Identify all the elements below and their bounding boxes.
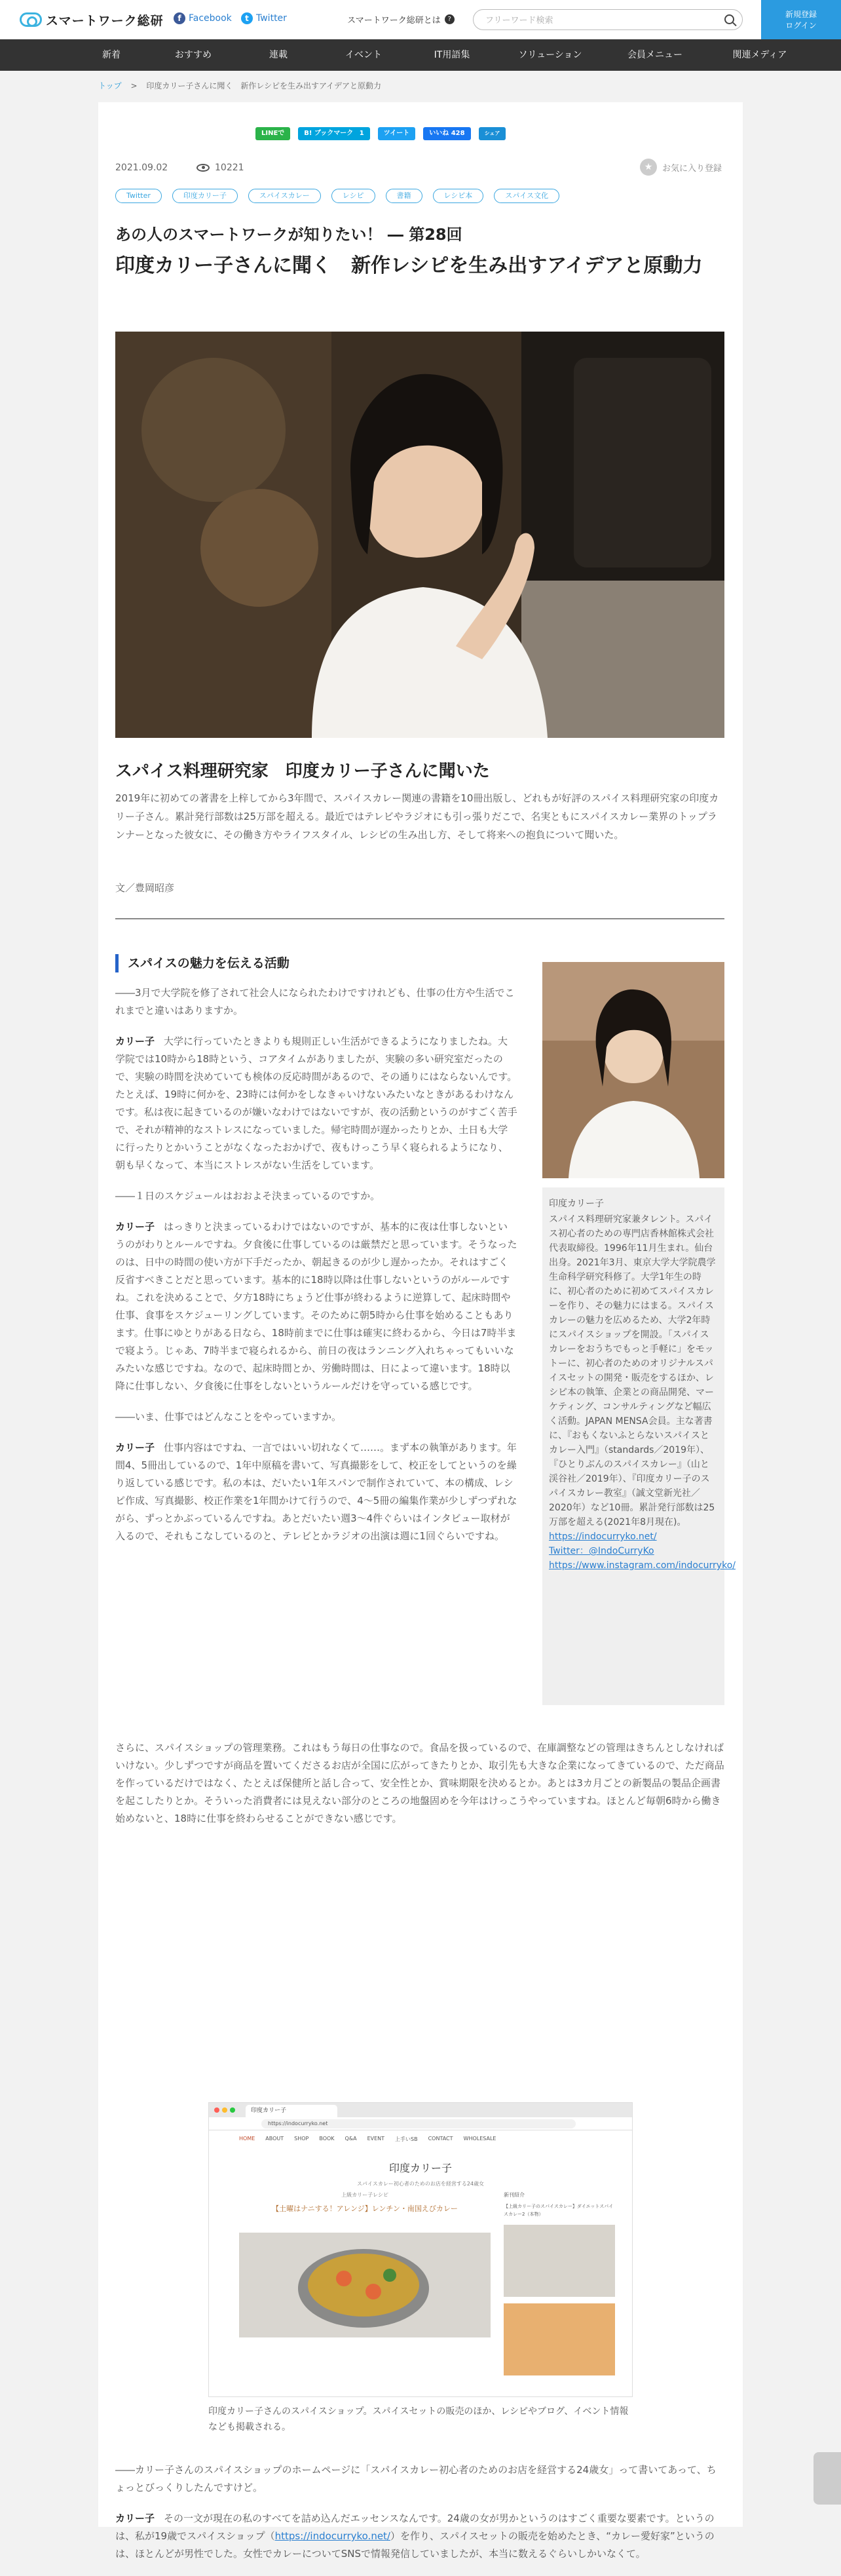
breadcrumb <box>98 80 381 91</box>
about-link[interactable] <box>347 13 455 26</box>
about-label: スマートワーク総研とは <box>347 16 441 26</box>
profile-illustration <box>542 962 724 1178</box>
answer <box>115 1033 517 1174</box>
answer-text: その一文が現在の私のすべてを詰め込んだエッセンスなんです。24歳の女が男かというのはすごく重要な要素です。というのは、私が19歳でスパイスショップ（ <box>115 2512 715 2542</box>
shop-menu-item: Q&A <box>345 2136 357 2142</box>
login-label: ログイン <box>785 21 817 30</box>
favorite-label: お気に入り登録 <box>662 163 722 174</box>
nav-item-recommended[interactable]: おすすめ <box>174 50 212 60</box>
minimize-dot-icon <box>222 2107 227 2113</box>
line-share-button[interactable]: LINEで <box>255 127 290 140</box>
profile-twitter-link[interactable]: Twitter：@IndoCurryKo <box>549 1546 654 1556</box>
twitter-link[interactable] <box>241 12 287 24</box>
search-icon[interactable] <box>724 14 734 24</box>
curry-photo <box>239 2233 491 2337</box>
article <box>98 102 743 2560</box>
answer <box>115 1218 517 1395</box>
article-body <box>115 954 517 1558</box>
logo-text: スマートワーク総研 <box>46 13 164 28</box>
speaker-label: カリー子 <box>115 2512 155 2524</box>
facebook-label: Facebook <box>189 13 232 24</box>
hatena-bookmark-button[interactable] <box>298 127 369 140</box>
share-bar <box>255 127 514 140</box>
shop-side-label: 新刊紹介 <box>504 2192 525 2198</box>
shop-menu-item: BOOK <box>319 2136 335 2142</box>
breadcrumb-current: 印度カリー子さんに聞く 新作レシピを生み出すアイデアと原動力 <box>146 81 381 90</box>
facebook-icon: f <box>174 12 185 24</box>
profile-card <box>542 1187 736 1705</box>
interview-subtitle: スパイス料理研究家 印度カリー子さんに聞いた <box>115 761 490 781</box>
profile-instagram-link[interactable]: https://www.instagram.com/indocurryko/ <box>549 1560 736 1571</box>
breadcrumb-separator: > <box>130 81 138 90</box>
browser-tabbar <box>209 2103 632 2117</box>
search-box <box>473 9 743 30</box>
divider <box>115 918 724 919</box>
shop-side-item: 【上級カリー子のスパイスカレー】ダイエットスパイスカレー2（本物） <box>504 2204 614 2217</box>
search-input[interactable] <box>485 14 715 27</box>
section-heading: スパイスの魅力を伝える活動 <box>115 954 517 972</box>
curry-illustration <box>239 2233 491 2337</box>
maximize-dot-icon <box>230 2107 235 2113</box>
question: ――3月で大学院を修了されて社会人になられたわけですけれども、仕事の仕方や生活でこれまでと違いはありますか。 <box>115 987 515 1016</box>
speaker-label: カリー子 <box>115 1035 155 1047</box>
nav-item-glossary[interactable]: IT用語集 <box>434 50 470 60</box>
tag[interactable]: レシピ <box>331 189 375 203</box>
tag-list <box>115 189 570 203</box>
answer-text: 大学に行っていたときよりも規則正しい生活ができるようになりましたね。大学院では10時から18時という、コアタイムがありましたが、実験の多い研究室だったので、実験の時間を決めていても検体の反応時間があるので、その通りにはならないんです。たとえば、19時に何かを、23時には何かをしなきゃいけないみたいなときがあるわけなんです。私は夜に起きているのが嫌いなわけではないですが、夜の活動というのがすごく苦手で、それが精神的なストレスになっていました。帰宅時間が遅かったりとか、土日も大学に行ったりとかいうことがなくなったおかげで、夜もけっこう早く寝られるようになり、朝も早くなって、本当にストレスがない生活をしています。 <box>115 1035 517 1171</box>
answer-text: ）を作り、スパイスセットの販売を始めたとき、“カレー愛好家”というのは、ほとんどが男性でした。女性でカレーについてSNSで情報発信していましたが、本当に数えるぐらいしかいなくて。 <box>115 2530 715 2560</box>
shop-menu <box>209 2130 632 2143</box>
publish-date: 2021.09.02 <box>115 163 168 173</box>
article-title: 印度カリー子さんに聞く 新作レシピを生み出すアイデアと原動力 <box>115 254 703 277</box>
favorite-button[interactable] <box>640 159 722 176</box>
tag[interactable]: レシピ本 <box>433 189 484 203</box>
profile-site-link[interactable]: https://indocurryko.net/ <box>549 1531 657 1542</box>
book-cover-image <box>504 2225 615 2297</box>
close-dot-icon <box>214 2107 219 2113</box>
hero-illustration <box>115 332 724 738</box>
twitter-label: Twitter <box>256 13 287 24</box>
star-icon: ★ <box>640 159 657 176</box>
shop-menu-item: SHOP <box>294 2136 309 2142</box>
shop-menu-item: CONTACT <box>428 2136 453 2142</box>
speaker-label: カリー子 <box>115 1442 155 1453</box>
breadcrumb-home[interactable]: トップ <box>98 81 122 90</box>
extra-share-button[interactable]: シェア <box>479 127 506 140</box>
logo-icon <box>20 12 42 27</box>
shop-post-title: 【土曜はナニする！アレンジ】レンチン・南国えびカレー <box>272 2204 458 2213</box>
shop-post <box>239 2191 491 2337</box>
twitter-icon: t <box>241 12 253 24</box>
facebook-like-button[interactable]: いいね 428 <box>423 127 470 140</box>
browser-url: https://indocurryko.net <box>261 2119 576 2128</box>
shop-screenshot <box>208 2102 633 2397</box>
tag[interactable]: スパイスカレー <box>248 189 321 203</box>
register-label: 新規登録 <box>785 10 817 19</box>
shop-site-title: 印度カリー子 <box>388 2162 452 2174</box>
spice-set-image <box>504 2303 615 2375</box>
answer <box>115 2510 724 2563</box>
nav-item-events[interactable]: イベント <box>345 50 382 60</box>
question: ――１日のスケジュールはおおよそ決まっているのですか。 <box>115 1190 381 1202</box>
shop-sidebar <box>504 2191 615 2375</box>
lead-paragraph: 2019年に初めての著書を上梓してから3年間で、スパイスカレー関連の書籍を10冊出版し、どれもが好評のスパイス料理研究家の印度カリー子さん。累計発行部数は25万部を超える。最近ではテレビやラジオにも引っ張りだこで、名実ともにスパイスカレー業界のトップランナーとなった彼女に、その働き方やライフスタイル、レシピの生み出し方、そして将来への抱負について聞いた。 <box>115 792 719 841</box>
tag[interactable]: 印度カリー子 <box>172 189 238 203</box>
login-button[interactable] <box>761 0 841 39</box>
answer-text: はっきりと決まっているわけではないのですが、基本的に夜は仕事しないというのがわりとルールですね。夕食後に仕事しているのは厳禁だと思っています。そうなったのは、日中の時間の使い方が下手だったか、朝起きるのが少し遅かったか。それはすごく反省すべきことだと思っています。基本的に18時以降は仕事しないというのがルールですね。これを決めることで、夕方18時にちょうど仕事が終わるように逆算して、起床時間や仕事、食事をスケジューリングしています。そのために朝5時から仕事を始めることもあります。仕事にゆとりがある日なら、18時前までに仕事は確実に終わるから、今日は7時半まで寝よう。じゃあ、7時半まで寝られるから、前日の夜はランニング入れちゃってもいいなみたいな感じですね。なので、起床時間とか、労働時間は、日によって違います。18時以降に仕事しない、夕食後に仕事をしないというルールだけを守っている感じです。 <box>115 1221 517 1392</box>
hatena-count: 1 <box>359 130 364 137</box>
shop-menu-item: HOME <box>239 2136 255 2142</box>
profile-name: 印度カリー子 <box>549 1199 604 1209</box>
browser-urlbar <box>209 2117 632 2130</box>
hatena-label: B! ブックマーク <box>304 130 354 137</box>
browser-tab: 印度カリー子 <box>246 2105 337 2117</box>
profile-photo <box>542 962 724 1178</box>
hero-photo <box>115 332 724 738</box>
question: ――いま、仕事ではどんなことをやっていますか。 <box>115 1411 342 1423</box>
tag[interactable]: スパイス文化 <box>494 189 559 203</box>
screenshot-caption: 印度カリー子さんのスパイスショップ。スパイスセットの販売のほか、レシピやブログ、イベント情報なども掲載される。 <box>208 2406 629 2432</box>
eye-icon <box>196 164 210 172</box>
tag[interactable]: Twitter <box>115 189 162 203</box>
nav-item-solutions[interactable]: ソリューション <box>518 50 582 60</box>
facebook-link[interactable] <box>174 12 232 24</box>
nav-item-series[interactable]: 連載 <box>269 50 288 60</box>
speaker-label: カリー子 <box>115 1221 155 1233</box>
nav-item-member-menu[interactable]: 会員メニュー <box>627 50 682 60</box>
question: ――カリー子さんのスパイスショップのホームページに「スパイスカレー初心者のためのお店を経営する24歳女」って書いてあって、ちょっとびっくりしたんですけど。 <box>115 2464 717 2493</box>
article-body-continued <box>115 1739 724 1841</box>
view-count-value: 10221 <box>215 163 244 173</box>
site-logo[interactable] <box>20 10 164 29</box>
nav-item-related-media[interactable]: 関連メディア <box>732 50 787 60</box>
global-nav <box>0 39 841 71</box>
shop-link[interactable]: https://indocurryko.net/ <box>274 2530 390 2542</box>
tag[interactable]: 書籍 <box>386 189 422 203</box>
answer-text: さらに、スパイスショップの管理業務。これはもう毎日の仕事なので。食品を扱っているので、在庫調整などの管理はきちんとしなければいけない。少しずつですが商品を置いてくださるお店が全国に広がってきたりとか、取引先も大きな企業になってきているので、ただ商品を作っているだけではなく、たとえば保健所と話し合って、安全性とか、賞味期限を決めるとか。あとは3カ月ごとの新製品の製品企画書を起こしたりとか。そういった消費者には見えない部分のところの地盤固めを今年はけっこうやっていますね。ほとんど毎朝6時から働き始めないと、18時に仕事を終わらせることができない感じです。 <box>115 1742 724 1824</box>
scroll-to-top-button[interactable] <box>813 2452 841 2505</box>
profile-bio: スパイス料理研究家兼タレント。スパイス初心者のための専門店香林館株式会社代表取締役。1996年11月生まれ。仙台出身。2021年3月、東京大学大学院農学生命科学研究科修了。大学1年生の時に、初心者のために初めてスパイスカレーを作り、その魅力にはまる。スパイスカレーの魅力を広めるため、大学2年時にスパイスショップを開設。「スパイスカレーをおうちでもっと手軽に」をモットーに、初心者のためのオリジナルスパイスセットの開発・販売をするほか、レシピ本の執筆、企業との商品開発、マーケティング、コンサルティングなど幅広く活動。JAPAN MENSA会員。主な著書に、『おもくないふとらないスパイスとカレー入門』（standards／2019年）、『ひとりぶんのスパイスカレー』（山と渓谷社／2019年）、『印度カリー子のスパイスカレー教室』（誠文堂新光社／2020年）など10冊。累計発行部数は25万部を超える(2021年8月現在)。 <box>549 1214 716 1528</box>
tweet-button[interactable]: ツイート <box>378 127 416 140</box>
shop-menu-item: EVENT <box>367 2136 385 2142</box>
help-icon: ? <box>445 14 455 24</box>
site-header <box>0 0 841 39</box>
shop-menu-item: WHOLESALE <box>463 2136 496 2142</box>
article-body-tail <box>115 2461 724 2576</box>
shop-post-label: 上級カリー子レシピ <box>341 2192 388 2198</box>
view-count <box>196 163 244 173</box>
shop-menu-item: 上手いSB <box>395 2136 418 2142</box>
byline: 文／豊岡昭彦 <box>115 882 175 894</box>
shop-site-tagline: スパイスカレー初心者のためのお店を経営する24歳女 <box>356 2181 485 2187</box>
answer-text: 仕事内容はですね、一言ではいい切れなくて……。まず本の執筆があります。年間4、5冊出しているので、1年中原稿を書いて、写真撮影をして、校正をしてというのを繰り返している感じです。私の本は、だいたい1年スパンで制作されていて、本の構成、レシピ作成、写真撮影、校正作業を1年間かけて行うので、4～5冊の編集作業が少しずつずれながら、ずっとかぶっているんですね。あとだいたい週3～4件ぐらいはインタビュー取材が入るので、それもこなしているのと、テレビとかラジオの出演は週に1回ぐらいですね。 <box>115 1442 517 1542</box>
series-kicker: あの人のスマートワークが知りたい！ ― 第28回 <box>115 225 462 244</box>
profile-sidebar <box>542 962 736 1705</box>
nav-item-new[interactable]: 新着 <box>102 50 121 60</box>
shop-menu-item: ABOUT <box>265 2136 284 2142</box>
answer <box>115 1439 517 1545</box>
